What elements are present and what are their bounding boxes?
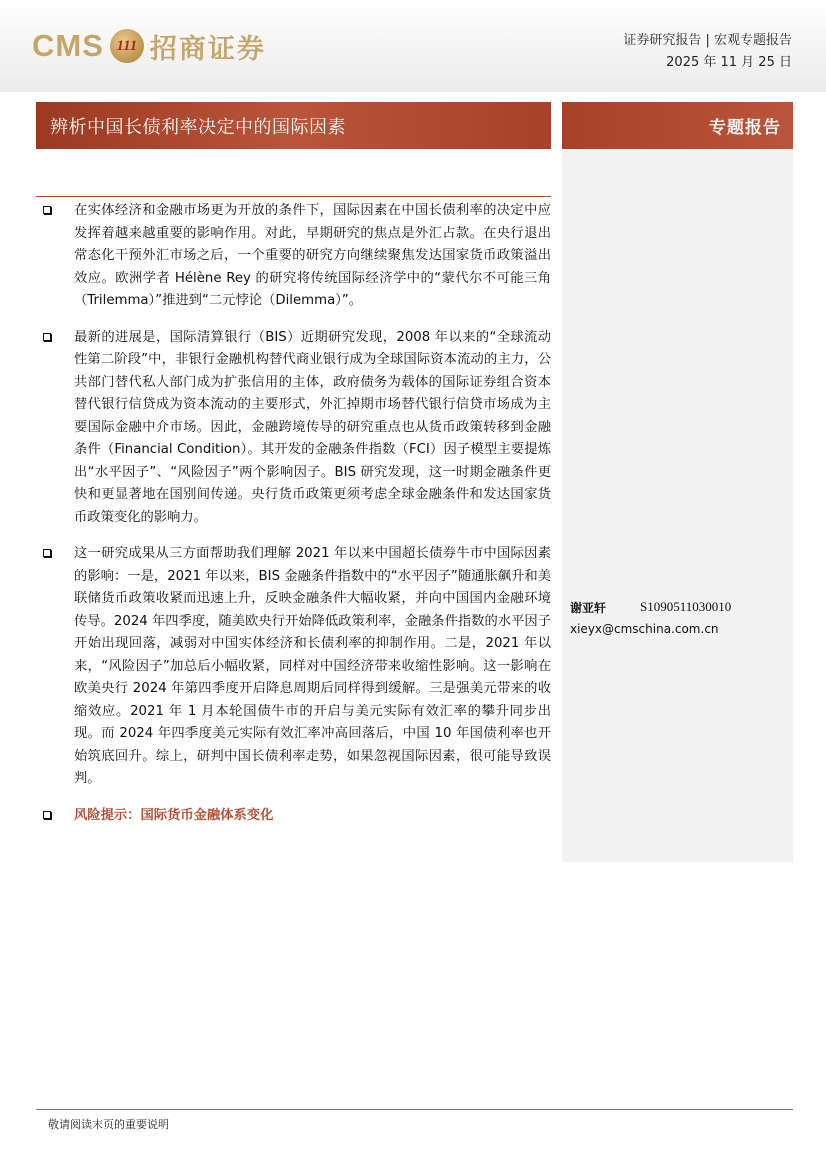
risk-note: 风险提示：国际货币金融体系变化 xyxy=(74,807,274,823)
list-item xyxy=(36,805,551,828)
title-bar xyxy=(36,102,551,149)
checkbox-bullet-icon xyxy=(43,811,51,819)
footer-note: 敬请阅读末页的重要说明 xyxy=(48,1118,169,1131)
company-logo xyxy=(32,26,266,66)
checkbox-bullet-icon xyxy=(43,206,51,214)
list-item xyxy=(36,327,551,530)
analyst-name: 谢亚轩 xyxy=(570,601,607,615)
divider xyxy=(36,196,551,197)
footer-divider xyxy=(36,1109,793,1110)
analyst-license: S1090511030010 xyxy=(640,599,732,614)
report-title: 辨析中国长债利率决定中的国际因素 xyxy=(50,116,346,138)
analyst-email[interactable]: xieyx@cmschina.com.cn xyxy=(570,622,719,636)
summary-content xyxy=(36,200,551,841)
category-bar xyxy=(562,102,793,149)
header-meta xyxy=(623,30,792,74)
list-item xyxy=(36,543,551,791)
list-item xyxy=(36,200,551,313)
paragraph-text: 在实体经济和金融市场更为开放的条件下，国际因素在中国长债利率的决定中应发挥着越来越重要的影响作用。对此，早期研究的焦点是外汇占款。在央行退出常态化干预外汇市场之后，一个重要的研究方向继续聚焦发达国家货币政策溢出效应。欧洲学者 Hélène Rey 的研究将传统国际经济学中的“蒙代尔不可能三角（Trilemma）”推进到“二元悖论（Dilemma）”。 xyxy=(74,203,551,308)
report-date: 2025 年 11 月 25 日 xyxy=(666,55,792,70)
logo-mark-icon: 111 xyxy=(110,29,144,63)
paragraph-text: 最新的进展是，国际清算银行（BIS）近期研究发现，2008 年以来的“全球流动性第二阶段”中，非银行金融机构替代商业银行成为全球国际资本流动的主力，公共部门替代私人部门成为扩张信用的主体，政府债务为载体的国际证券组合资本替代银行信贷成为资本流动的主要形式，外汇掉期市场替代银行信贷市场成为主要国际金融中介市场。因此，金融跨境传导的研究重点也从货币政策转移到金融条件（Financial Condition）。其开发的金融条件指数（FCI）因子模型主要提炼出“水平因子”、“风险因子”两个影响因子。BIS 研究发现，这一时期金融条件更快和更显著地在国别间传递。央行货币政策更须考虑全球金融条件和发达国家货币政策变化的影响力。 xyxy=(74,329,551,525)
logo-text: CMS xyxy=(32,28,104,63)
checkbox-bullet-icon xyxy=(43,549,51,557)
report-category: 专题报告 xyxy=(709,118,781,138)
analyst-info xyxy=(570,599,731,636)
paragraph-text: 这一研究成果从三方面帮助我们理解 2021 年以来中国超长债券牛市中国际因素的影响：一是，2021 年以来，BIS 金融条件指数中的“水平因子”随通胀飙升和美联储货币政策收紧而迅速上升，反映金融条件大幅收紧，并向中国国内金融环境传导。2024 年四季度，随美欧央行开始降低政策利率，金融条件指数的水平因子开始出现回落，减弱对中国实体经济和长债利率的抑制作用。二是，2021 年以来，“风险因子”加总后小幅收紧，同样对中国经济带来收缩性影响。这一影响在欧美央行 2024 年第四季度开启降息周期后同样得到缓解。三是强美元带来的收缩效应。2021 年 1 月本轮国债牛市的开启与美元实际有效汇率的攀升同步出现。而 2024 年四季度美元实际有效汇率冲高回落后，中国 10 年国债利率也开始筑底回升。综上，研判中国长债利率走势，如果忽视国际因素，很可能导致误判。 xyxy=(74,546,551,786)
checkbox-bullet-icon xyxy=(43,333,51,341)
logo-chinese-name: 招商证券 xyxy=(149,33,266,65)
sidebar xyxy=(562,149,793,862)
report-type: 证券研究报告 | 宏观专题报告 xyxy=(623,33,792,48)
